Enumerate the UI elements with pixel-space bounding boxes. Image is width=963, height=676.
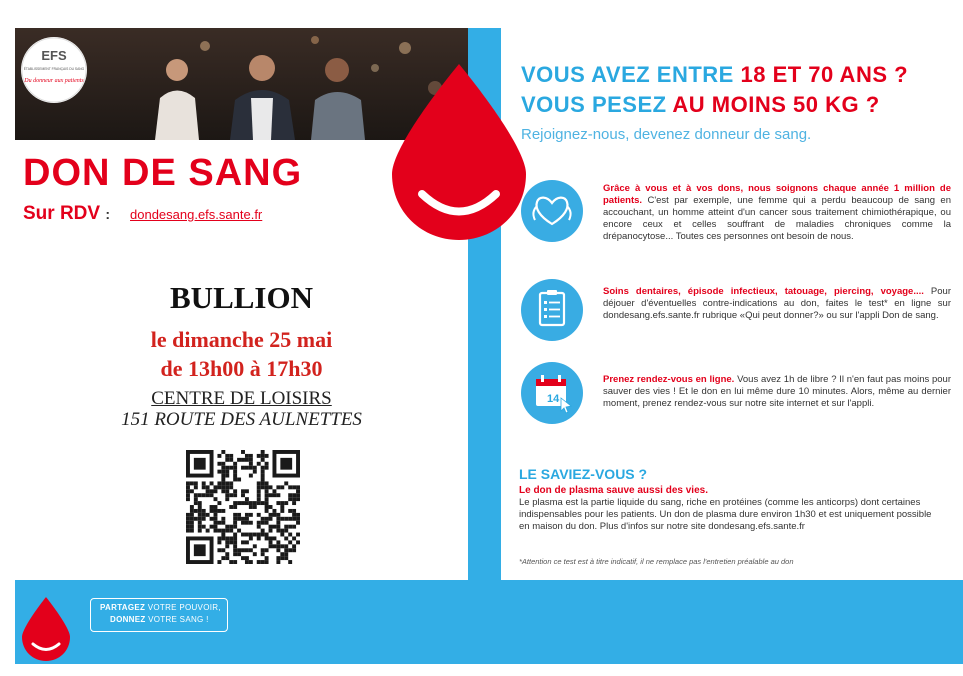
svg-text:14: 14: [547, 393, 560, 405]
plasma-title: Le don de plasma sauve aussi des vies.: [519, 485, 708, 496]
bottom-margin: [0, 664, 963, 676]
venue-name: CENTRE DE LOISIRS: [151, 388, 332, 409]
qr-code[interactable]: [186, 450, 300, 564]
efs-logo: [21, 37, 87, 103]
city-name: BULLION: [170, 280, 313, 315]
appointment-paragraph: Prenez rendez-vous en ligne. Vous avez 1h de libre ? Il n'en faut pas moins pour sauver des vies ! Et le don en lui même dure 10 minutes. Alors, même au dernier moment, prenez rendez-vous sur notre site internet et sur l'appli.: [603, 374, 952, 409]
svg-text:Du donneur aux patients: Du donneur aux patients: [24, 78, 84, 84]
event-date: le dimanche 25 mai: [150, 327, 333, 352]
patients-paragraph: Grâce à vous et à vos dons, nous soignons chaque année 1 million de patients. C'est par exemple, une femme qui a perdu beaucoup de sang en accouchant, un homme atteint d'un cancer sous traitement chimiothérapique, ou encore ceux et celles souffrant de maladies chroniques comme la drépanocytose... Toutes ces personnes ont besoin de nous.: [603, 183, 951, 242]
heart-hands-icon: [521, 180, 583, 242]
contraindications-paragraph: Soins dentaires, épisode infectieux, tatouage, piercing, voyage.... Pour déjouer d'éventuelles contre-indications au don, faites le test* en ligne sur dondesang.efs.sante.fr rubrique «Qui peut donner?» ou sur l'appli Don de sang.: [603, 286, 951, 321]
slogan-line-1: PARTAGEZ VOTRE POUVOIR,: [100, 603, 221, 612]
slogan-line-2: DONNEZ VOTRE SANG !: [110, 615, 209, 624]
checklist-icon: [521, 279, 583, 341]
blood-drop-icon: [392, 64, 526, 240]
weight-question: VOUS PESEZ AU MOINS 50 KG ?: [521, 92, 880, 117]
small-blood-drop-icon: [22, 597, 70, 661]
join-tagline: Rejoignez-nous, devenez donneur de sang.: [521, 126, 812, 143]
rdv-label: Sur RDV :: [23, 203, 111, 224]
poster-title: DON DE SANG: [23, 152, 303, 194]
event-time: de 13h00 à 17h30: [160, 356, 323, 381]
svg-text:EFS: EFS: [41, 48, 67, 63]
venue-address: 151 ROUTE DES AULNETTES: [121, 409, 362, 430]
rdv-link[interactable]: dondesang.efs.sante.fr: [130, 207, 263, 222]
age-question: VOUS AVEZ ENTRE 18 ET 70 ANS ?: [521, 62, 909, 87]
calendar-icon: [521, 362, 583, 424]
plasma-text: Le plasma est la partie liquide du sang, riche en protéines (comme les anticorps) dont certaines indispensables pour les patients. Un don de plasma dure environ 1h30 et est uniquement possible en maison du don. Plus d'infos sur notre site dondesang.efs.sante.fr: [519, 497, 932, 532]
did-you-know-heading: LE SAVIEZ-VOUS ?: [519, 466, 648, 482]
svg-text:ÉTABLISSEMENT FRANÇAIS DU SANG: ÉTABLISSEMENT FRANÇAIS DU SANG: [23, 67, 85, 71]
footnote: *Attention ce test est à titre indicatif, il ne remplace pas l'entretien préalable au don: [519, 557, 794, 566]
